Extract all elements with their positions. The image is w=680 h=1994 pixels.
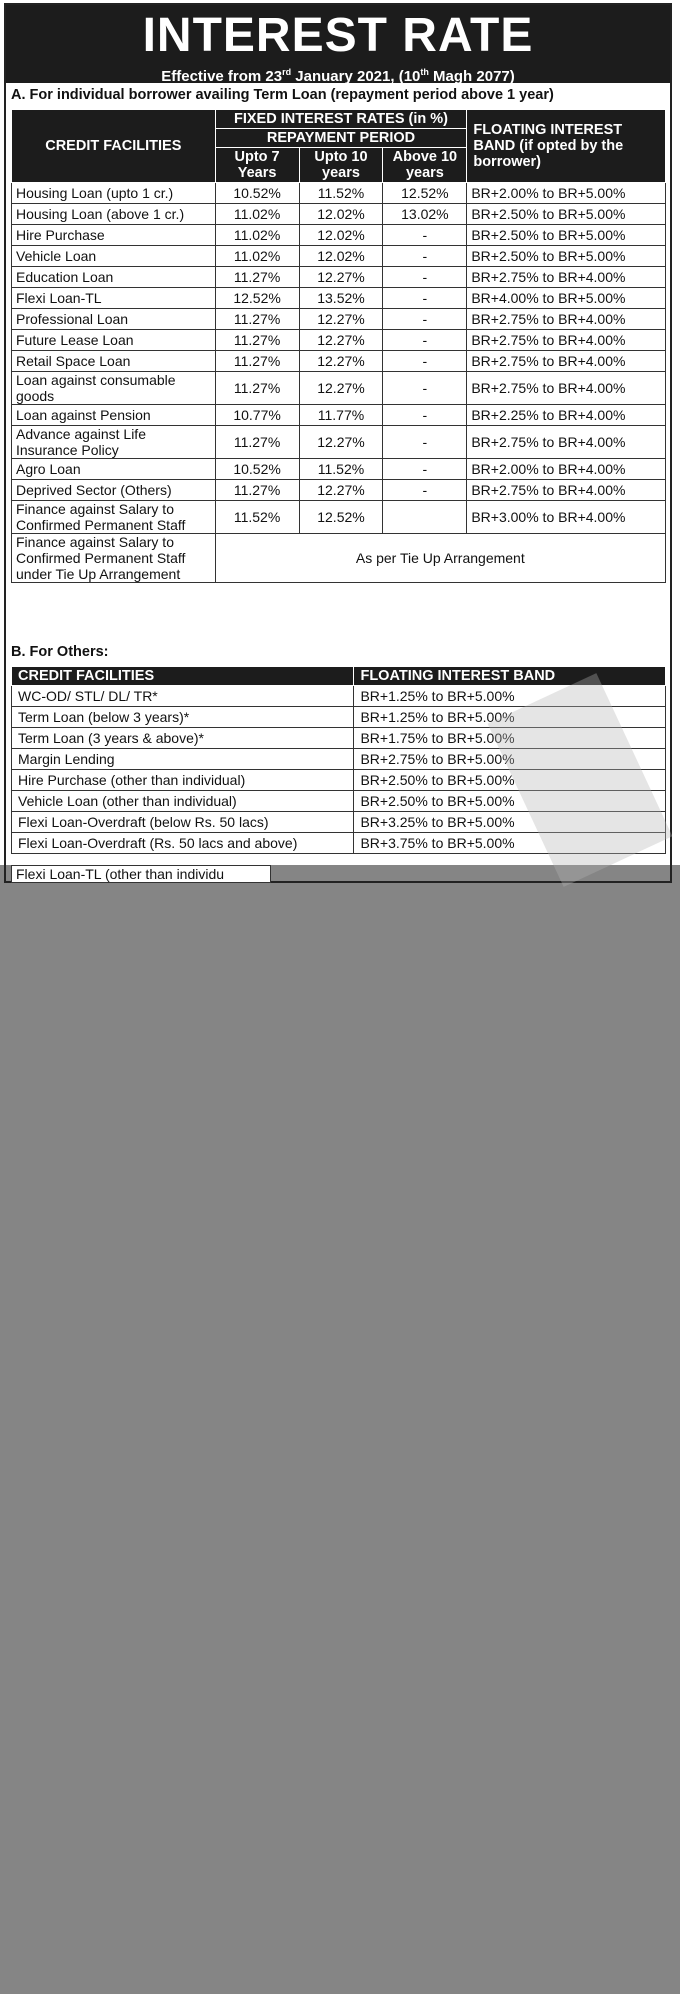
title-banner bbox=[6, 5, 670, 83]
facility-name: Future Lease Loan bbox=[12, 330, 216, 351]
facility-name: Vehicle Loan bbox=[12, 246, 216, 267]
fixed-rate: 12.27% bbox=[299, 309, 383, 330]
fixed-rate: 12.52% bbox=[215, 288, 299, 309]
facility-name: Housing Loan (above 1 cr.) bbox=[12, 204, 216, 225]
fixed-rate: 11.02% bbox=[215, 246, 299, 267]
truncated-row: Flexi Loan-TL (other than individu bbox=[11, 865, 271, 883]
fixed-rate: 12.02% bbox=[299, 225, 383, 246]
floating-band: BR+1.25% to BR+5.00% bbox=[354, 686, 666, 707]
fixed-rate: 12.27% bbox=[299, 480, 383, 501]
fixed-rate: - bbox=[383, 372, 467, 405]
facility-name: Margin Lending bbox=[12, 749, 354, 770]
fixed-rate: 10.52% bbox=[215, 459, 299, 480]
col-floating-band: FLOATING INTEREST BAND (if opted by the borrower) bbox=[467, 110, 666, 183]
fixed-rate: - bbox=[383, 225, 467, 246]
floating-band: BR+2.75% to BR+5.00% bbox=[354, 749, 666, 770]
col-repayment-period: REPAYMENT PERIOD bbox=[215, 129, 467, 148]
fixed-rate: 13.52% bbox=[299, 288, 383, 309]
fixed-rate: 11.27% bbox=[215, 309, 299, 330]
facility-name: Finance against Salary to Confirmed Permanent Staff under Tie Up Arrangement bbox=[12, 534, 216, 583]
page-title: INTEREST RATE bbox=[142, 9, 534, 62]
fixed-rate: - bbox=[383, 480, 467, 501]
floating-band: BR+3.00% to BR+4.00% bbox=[467, 501, 666, 534]
floating-band: BR+2.75% to BR+4.00% bbox=[467, 309, 666, 330]
floating-band: BR+2.75% to BR+4.00% bbox=[467, 351, 666, 372]
floating-band: BR+2.75% to BR+4.00% bbox=[467, 330, 666, 351]
table-row bbox=[12, 459, 666, 480]
floating-band: BR+2.00% to BR+5.00% bbox=[467, 183, 666, 204]
fixed-rate: 12.27% bbox=[299, 426, 383, 459]
facility-name: Advance against Life Insurance Policy bbox=[12, 426, 216, 459]
floating-band: BR+2.75% to BR+4.00% bbox=[467, 426, 666, 459]
fixed-rate: - bbox=[383, 267, 467, 288]
floating-band: BR+2.75% to BR+4.00% bbox=[467, 480, 666, 501]
fixed-rate: 11.27% bbox=[215, 372, 299, 405]
floating-band: BR+3.75% to BR+5.00% bbox=[354, 833, 666, 854]
facility-name: Retail Space Loan bbox=[12, 351, 216, 372]
col-b-floating-band: FLOATING INTEREST BAND bbox=[354, 667, 666, 686]
fixed-rate: 11.52% bbox=[215, 501, 299, 534]
col-upto-10: Upto 10 years bbox=[299, 148, 383, 183]
facility-name: Term Loan (3 years & above)* bbox=[12, 728, 354, 749]
fixed-rate: 12.02% bbox=[299, 204, 383, 225]
table-row bbox=[12, 225, 666, 246]
fixed-rate: 12.27% bbox=[299, 330, 383, 351]
floating-band: BR+2.50% to BR+5.00% bbox=[467, 204, 666, 225]
interest-rate-notice bbox=[0, 0, 680, 882]
table-row bbox=[12, 372, 666, 405]
floating-band: BR+4.00% to BR+5.00% bbox=[467, 288, 666, 309]
table-row bbox=[12, 246, 666, 267]
facility-name: Education Loan bbox=[12, 267, 216, 288]
col-upto-7: Upto 7 Years bbox=[215, 148, 299, 183]
table-row bbox=[12, 480, 666, 501]
fixed-rate: 12.52% bbox=[299, 501, 383, 534]
fixed-rate: 11.52% bbox=[299, 183, 383, 204]
fixed-rate: 12.02% bbox=[299, 246, 383, 267]
section-a-table bbox=[11, 109, 666, 583]
fixed-rate: 12.27% bbox=[299, 351, 383, 372]
col-b-credit-facilities: CREDIT FACILITIES bbox=[12, 667, 354, 686]
facility-name: WC-OD/ STL/ DL/ TR* bbox=[12, 686, 354, 707]
section-b-heading: B. For Others: bbox=[11, 644, 109, 660]
fixed-rate: 10.52% bbox=[215, 183, 299, 204]
floating-band: BR+2.50% to BR+5.00% bbox=[354, 791, 666, 812]
fixed-rate: 11.27% bbox=[215, 330, 299, 351]
fixed-rate: - bbox=[383, 459, 467, 480]
tieup-value: As per Tie Up Arrangement bbox=[215, 534, 665, 583]
col-fixed-rates: FIXED INTEREST RATES (in %) bbox=[215, 110, 467, 129]
fixed-rate: 12.52% bbox=[383, 183, 467, 204]
table-row bbox=[12, 204, 666, 225]
fixed-rate: 11.27% bbox=[215, 426, 299, 459]
fixed-rate: - bbox=[383, 405, 467, 426]
fixed-rate: - bbox=[383, 426, 467, 459]
floating-band: BR+2.00% to BR+4.00% bbox=[467, 459, 666, 480]
facility-name: Finance against Salary to Confirmed Permanent Staff bbox=[12, 501, 216, 534]
fixed-rate: 10.77% bbox=[215, 405, 299, 426]
section-a-heading: A. For individual borrower availing Term Loan (repayment period above 1 year) bbox=[11, 87, 554, 103]
col-credit-facilities: CREDIT FACILITIES bbox=[12, 110, 216, 183]
fixed-rate: - bbox=[383, 330, 467, 351]
facility-name: Agro Loan bbox=[12, 459, 216, 480]
fixed-rate bbox=[383, 501, 467, 534]
fixed-rate: 11.52% bbox=[299, 459, 383, 480]
floating-band: BR+2.50% to BR+5.00% bbox=[467, 225, 666, 246]
facility-name: Flexi Loan-Overdraft (below Rs. 50 lacs) bbox=[12, 812, 354, 833]
fixed-rate: 11.02% bbox=[215, 225, 299, 246]
floating-band: BR+2.75% to BR+4.00% bbox=[467, 267, 666, 288]
floating-band: BR+1.75% to BR+5.00% bbox=[354, 728, 666, 749]
fixed-rate: 11.27% bbox=[215, 480, 299, 501]
table-row bbox=[12, 267, 666, 288]
fixed-rate: - bbox=[383, 246, 467, 267]
facility-name: Flexi Loan-TL bbox=[12, 288, 216, 309]
facility-name: Professional Loan bbox=[12, 309, 216, 330]
facility-name: Vehicle Loan (other than individual) bbox=[12, 791, 354, 812]
facility-name: Term Loan (below 3 years)* bbox=[12, 707, 354, 728]
floating-band: BR+3.25% to BR+5.00% bbox=[354, 812, 666, 833]
effective-date: Effective from 23rd January 2021, (10th Magh 2077) bbox=[161, 67, 515, 85]
fixed-rate: 11.27% bbox=[215, 351, 299, 372]
table-row bbox=[12, 405, 666, 426]
table-row bbox=[12, 351, 666, 372]
fixed-rate: 12.27% bbox=[299, 267, 383, 288]
table-row bbox=[12, 426, 666, 459]
floating-band: BR+1.25% to BR+5.00% bbox=[354, 707, 666, 728]
facility-name: Housing Loan (upto 1 cr.) bbox=[12, 183, 216, 204]
floating-band: BR+2.50% to BR+5.00% bbox=[354, 770, 666, 791]
facility-name: Loan against consumable goods bbox=[12, 372, 216, 405]
fixed-rate: 11.27% bbox=[215, 267, 299, 288]
facility-name: Flexi Loan-Overdraft (Rs. 50 lacs and above) bbox=[12, 833, 354, 854]
fixed-rate: 12.27% bbox=[299, 372, 383, 405]
facility-name: Deprived Sector (Others) bbox=[12, 480, 216, 501]
floating-band: BR+2.25% to BR+4.00% bbox=[467, 405, 666, 426]
floating-band: BR+2.50% to BR+5.00% bbox=[467, 246, 666, 267]
fixed-rate: - bbox=[383, 288, 467, 309]
fixed-rate: - bbox=[383, 309, 467, 330]
table-row bbox=[12, 309, 666, 330]
facility-name: Hire Purchase bbox=[12, 225, 216, 246]
table-row bbox=[12, 534, 666, 583]
facility-name: Hire Purchase (other than individual) bbox=[12, 770, 354, 791]
fixed-rate: 11.77% bbox=[299, 405, 383, 426]
floating-band: BR+2.75% to BR+4.00% bbox=[467, 372, 666, 405]
facility-name: Loan against Pension bbox=[12, 405, 216, 426]
fixed-rate: - bbox=[383, 351, 467, 372]
table-row bbox=[12, 183, 666, 204]
table-row bbox=[12, 330, 666, 351]
fixed-rate: 13.02% bbox=[383, 204, 467, 225]
table-row bbox=[12, 288, 666, 309]
col-above-10: Above 10 years bbox=[383, 148, 467, 183]
fixed-rate: 11.02% bbox=[215, 204, 299, 225]
table-row bbox=[12, 501, 666, 534]
